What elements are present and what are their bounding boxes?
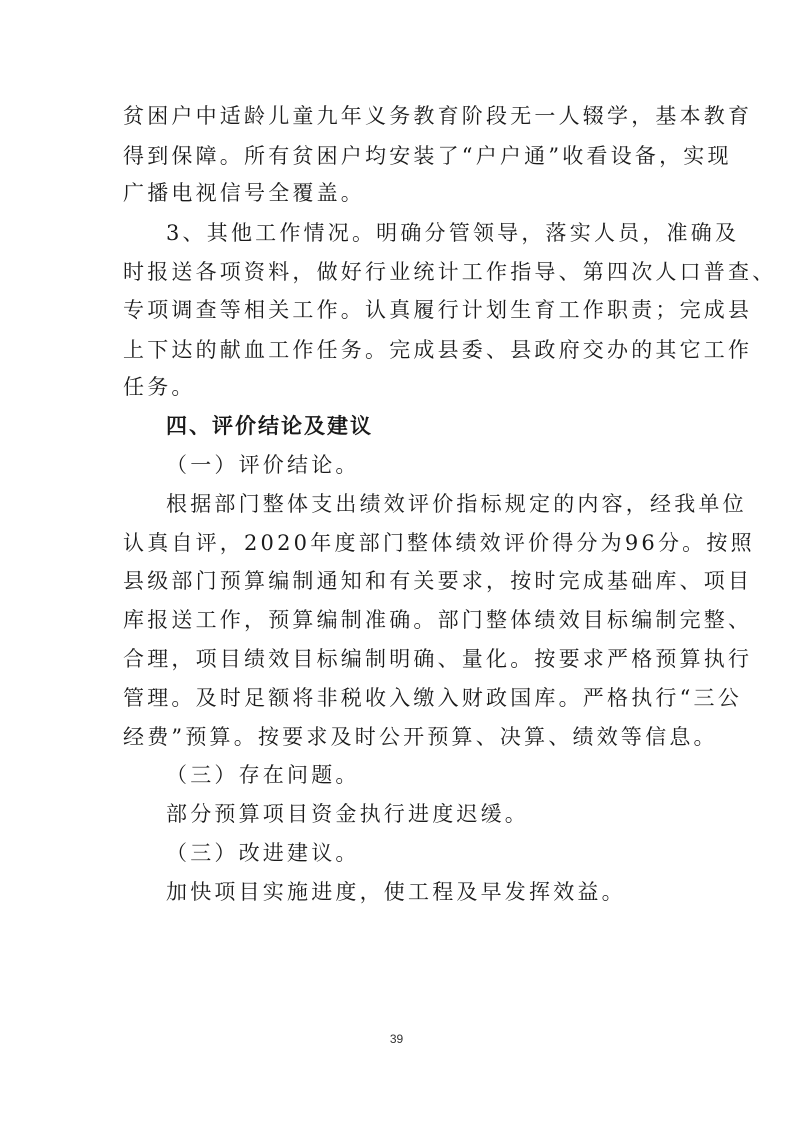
body-text-line: 部分预算项目资金执行进度迟缓。: [166, 802, 529, 826]
body-text-line: 上下达的献血工作任务。完成县委、县政府交办的其它工作: [123, 338, 753, 362]
subsection-heading: （三）存在问题。: [166, 763, 360, 787]
body-text-line: 合理，项目绩效目标编制明确、量化。按要求严格预算执行: [123, 647, 753, 671]
page-number: 39: [389, 1032, 404, 1046]
body-text-line: 得到保障。所有贫困户均安装了“户户通”收看设备，实现: [123, 144, 732, 168]
section-heading: 四、评价结论及建议: [166, 414, 373, 438]
body-text-line: 加快项目实施进度，使工程及早发挥效益。: [166, 880, 626, 904]
subsection-heading: （三）改进建议。: [166, 841, 360, 865]
body-text-line: 认真自评，2020年度部门整体绩效评价得分为96分。按照: [123, 531, 755, 555]
body-text-line: 专项调查等相关工作。认真履行计划生育工作职责；完成县: [123, 298, 753, 322]
body-text-line: 管理。及时足额将非税收入缴入财政国库。严格执行“三公: [123, 686, 742, 710]
body-text-line: 库报送工作，预算编制准确。部门整体绩效目标编制完整、: [123, 608, 753, 632]
body-text-line: 时报送各项资料，做好行业统计工作指导、第四次人口普查、: [123, 260, 777, 284]
body-text-line: 任务。: [123, 375, 196, 399]
body-text-line: 广播电视信号全覆盖。: [123, 181, 365, 205]
subsection-heading: （一）评价结论。: [166, 453, 360, 477]
body-text-line: 贫困户中适龄儿童九年义务教育阶段无一人辍学，基本教育: [123, 104, 753, 128]
body-text-line: 县级部门预算编制通知和有关要求，按时完成基础库、项目: [123, 569, 753, 593]
body-text-line: 3、其他工作情况。明确分管领导，落实人员，准确及: [166, 221, 740, 245]
body-text-line: 经费”预算。按要求及时公开预算、决算、绩效等信息。: [123, 725, 718, 749]
body-text-line: 根据部门整体支出绩效评价指标规定的内容，经我单位: [166, 492, 747, 516]
